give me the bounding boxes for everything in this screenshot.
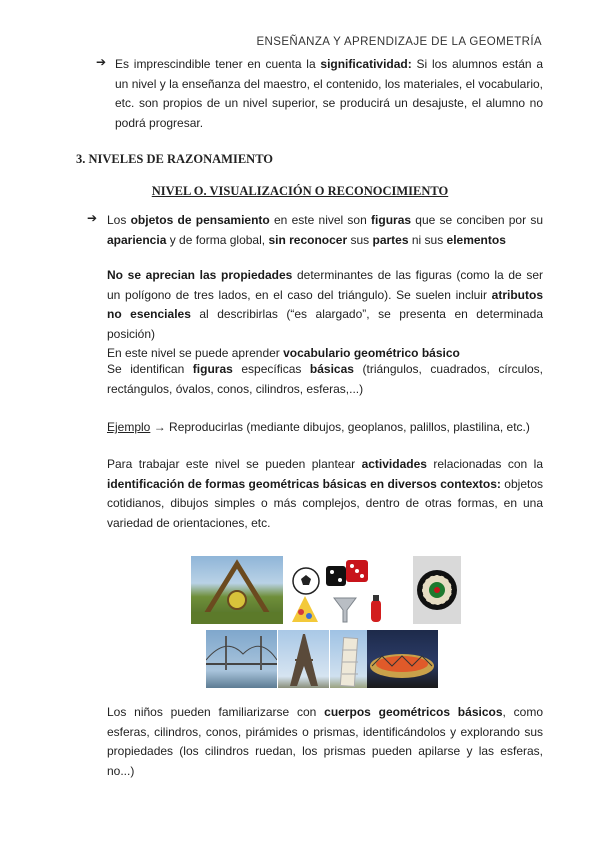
paragraph-example: Ejemplo → Reproducirlas (mediante dibujos, geoplanos, palillos, plastilina, etc.) [107,420,530,434]
party-hat-image [288,594,322,624]
intro-paragraph: Es imprescindible tener en cuenta la significatividad: Si los alumnos están a un nivel y la enseñanza del maestro, el contenido, los materiales, el vocabulario, etc. son propios de un nivel superior, se producirá un desajuste, el alumno no podrá progresar. [115,57,543,130]
page-header: ENSEÑANZA Y APRENDIZAJE DE LA GEOMETRÍA [256,36,542,48]
stadium-image [367,630,438,688]
level-subtitle: NIVEL O. VISUALIZACIÓN O RECONOCIMIENTO [151,184,449,198]
dartboard-image [413,556,461,624]
paragraph-activities: Para trabajar este nivel se pueden plantear actividades relacionadas con la identificación de formas geométricas básicas en diversos contextos: objetos cotidianos, dibujos simples o más complejos, dentro de otras formas, en una variedad de orientaciones, etc. [107,457,543,530]
paragraph-objects: Los objetos de pensamiento en este nivel son figuras que se conciben por su apariencia y de forma global, sin reconocer sus partes ni sus elementos [107,213,543,247]
pisa-tower-image [330,630,367,688]
bullet-arrow: ➔ [96,55,107,69]
funnel-image [332,594,358,624]
bullet-arrow: ➔ [87,211,98,225]
playground-triangle-image [191,556,283,624]
paragraph-properties: No se aprecian las propiedades determinantes de las figuras (como la de ser un polígono de tres lados, en el caso del triángulo). Se suelen incluir atributos no esenciales al describirlas (“es alargado”, se presenta en determinada posición) En este nivel se puede aprender vocabulario geométrico básico [107,268,543,360]
eiffel-tower-image [278,630,329,688]
dice-image [324,558,372,588]
paragraph-figures: Se identifican figuras específicas básicas (triángulos, cuadrados, círculos, rectángulos, óvalos, conos, cilindros, esferas,...) [107,362,543,396]
soccer-ball-image [290,566,322,596]
fire-extinguisher-image [366,592,386,624]
paragraph-bodies: Los niños pueden familiarizarse con cuerpos geométricos básicos, como esferas, cilindros, conos, pirámides o prismas, identificándolos y explorando sus propiedades (los cilindros ruedan, los prismas pueden apilarse y las esferas, no...) [107,705,543,778]
section-title: 3. NIVELES DE RAZONAMIENTO [76,152,274,166]
bridge-image [206,630,277,688]
